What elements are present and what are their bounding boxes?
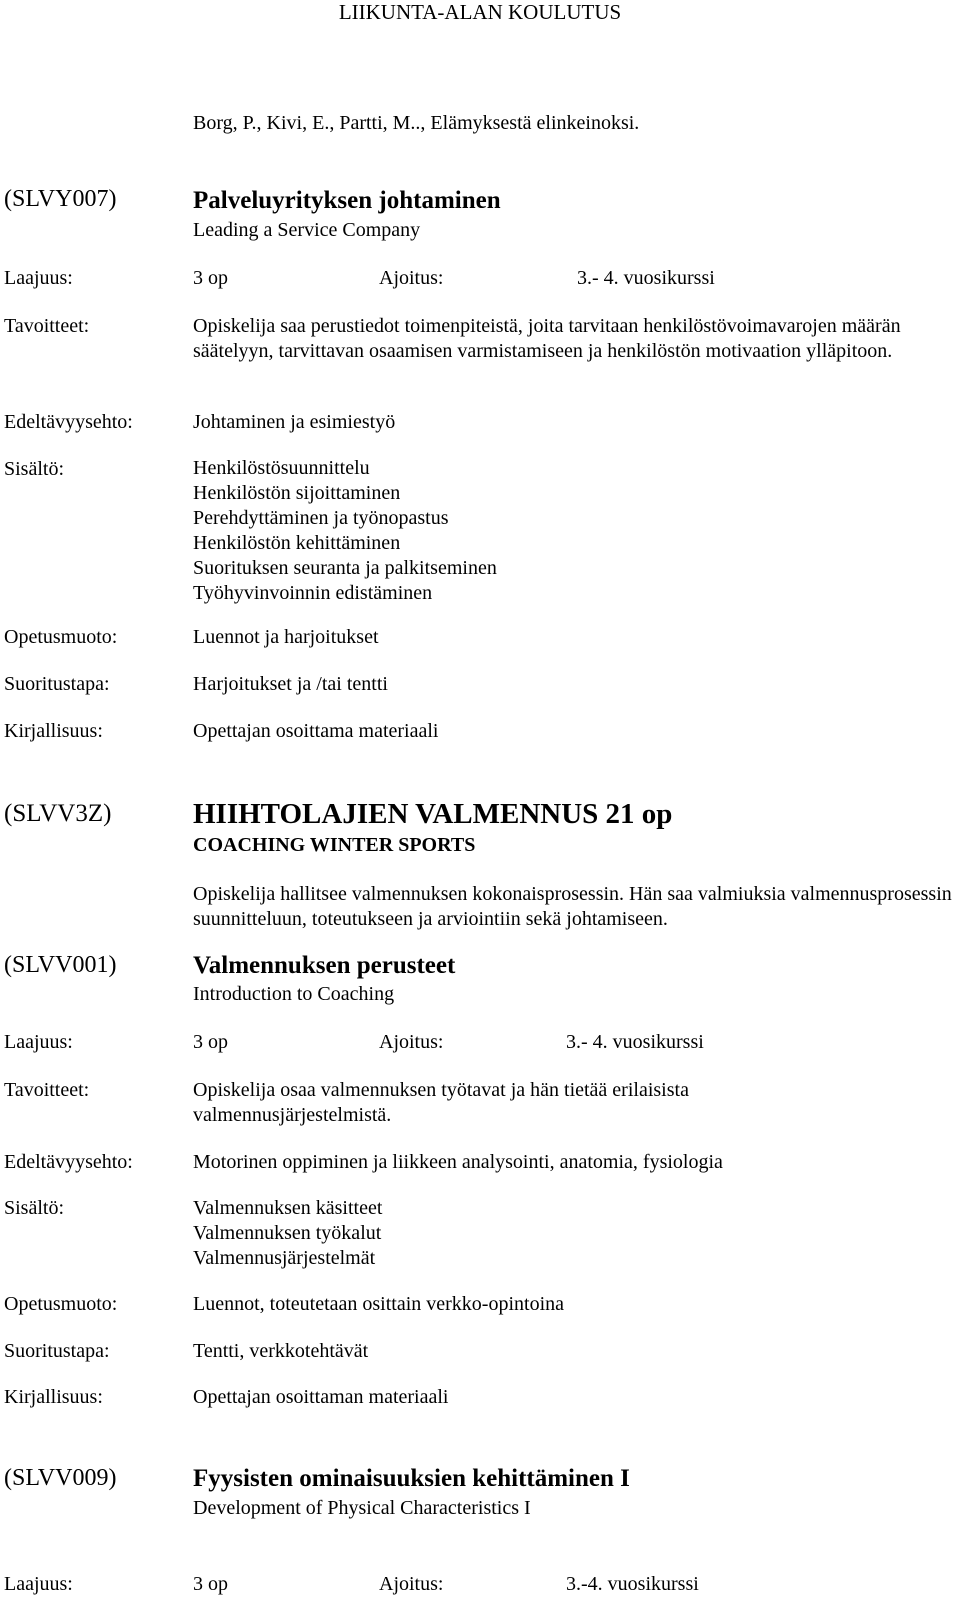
course-code: (SLVY007) [4,186,117,212]
sisalto-label: Sisältö: [4,458,65,480]
header-title: LIIKUNTA-ALAN KOULUTUS [338,0,622,24]
kirjallisuus-label: Kirjallisuus: [4,1386,103,1408]
suoritustapa-label: Suoritustapa: [4,1340,110,1362]
tavoitteet-label: Tavoitteet: [4,315,90,337]
laajuus-value: 3 op [193,1573,228,1595]
laajuus-label: Laajuus: [4,1031,73,1053]
course-subtitle: Development of Physical Characteristics I [193,1497,531,1519]
laajuus-label: Laajuus: [4,1573,73,1595]
ajoitus-value: 3.-4. vuosikurssi [566,1573,699,1595]
kirjallisuus-value: Opettajan osoittama materiaali [193,720,439,742]
edeltavyys-label: Edeltävyysehto: [4,1151,133,1173]
module-subtitle: COACHING WINTER SPORTS [193,834,476,856]
list-item: Työhyvinvoinnin edistäminen [193,582,433,604]
tavoitteet-value: Opiskelija osaa valmennuksen työtavat ja hän tietää erilaisista valmennusjärjestelmistä. [193,1079,689,1126]
course-title: Valmennuksen perusteet [193,952,456,979]
ajoitus-label: Ajoitus: [379,267,444,289]
literature-reference: Borg, P., Kivi, E., Partti, M.., Elämyksestä elinkeinoksi. [193,112,640,134]
ajoitus-value: 3.- 4. vuosikurssi [566,1031,704,1053]
course-title: Fyysisten ominaisuuksien kehittäminen I [193,1465,630,1492]
course-title: Palveluyrityksen johtaminen [193,187,501,214]
edeltavyys-value: Motorinen oppiminen ja liikkeen analysointi, anatomia, fysiologia [193,1151,723,1173]
ajoitus-label: Ajoitus: [379,1031,444,1053]
ajoitus-label: Ajoitus: [379,1573,444,1595]
opetusmuoto-label: Opetusmuoto: [4,626,118,648]
suoritustapa-value: Tentti, verkkotehtävät [193,1340,369,1362]
module-title: HIIHTOLAJIEN VALMENNUS 21 op [193,798,673,830]
kirjallisuus-value: Opettajan osoittaman materiaali [193,1386,449,1408]
suoritustapa-label: Suoritustapa: [4,673,110,695]
list-item: Henkilöstösuunnittelu [193,457,370,479]
opetusmuoto-value: Luennot, toteutetaan osittain verkko-opintoina [193,1293,565,1315]
edeltavyys-label: Edeltävyysehto: [4,411,133,433]
laajuus-value: 3 op [193,1031,228,1053]
page-header [0,0,960,24]
laajuus-value: 3 op [193,267,228,289]
list-item: Valmennusjärjestelmät [193,1247,376,1269]
course-subtitle: Introduction to Coaching [193,983,395,1005]
course-code: (SLVV009) [4,1465,117,1491]
course-subtitle: Leading a Service Company [193,219,421,241]
list-item: Perehdyttäminen ja työnopastus [193,507,449,529]
laajuus-label: Laajuus: [4,267,73,289]
sisalto-label: Sisältö: [4,1197,65,1219]
module-description: Opiskelija hallitsee valmennuksen kokonaisprosessin. Hän saa valmiuksia valmennusprosessin suunnitteluun, toteutukseen ja arviointiin sekä johtamiseen. [193,883,952,930]
list-item: Valmennuksen käsitteet [193,1197,383,1219]
edeltavyys-value: Johtaminen ja esimiestyö [193,411,396,433]
list-item: Valmennuksen työkalut [193,1222,382,1244]
suoritustapa-value: Harjoitukset ja /tai tentti [193,673,388,695]
opetusmuoto-value: Luennot ja harjoitukset [193,626,379,648]
sisalto-list [193,1196,382,1271]
list-item: Henkilöstön kehittäminen [193,532,401,554]
ajoitus-value: 3.- 4. vuosikurssi [577,267,715,289]
tavoitteet-value: Opiskelija saa perustiedot toimenpiteistä, joita tarvitaan henkilöstövoimavarojen määrän säätelyyn, tarvittavan osaamisen varmistamiseen ja henkilöstön motivaation ylläpitoon. [193,315,901,362]
course-code: (SLVV001) [4,952,117,978]
opetusmuoto-label: Opetusmuoto: [4,1293,118,1315]
kirjallisuus-label: Kirjallisuus: [4,720,103,742]
sisalto-list [193,456,497,606]
tavoitteet-label: Tavoitteet: [4,1079,90,1101]
module-code: (SLVV3Z) [4,800,112,827]
list-item: Henkilöstön sijoittaminen [193,482,401,504]
list-item: Suorituksen seuranta ja palkitseminen [193,557,497,579]
